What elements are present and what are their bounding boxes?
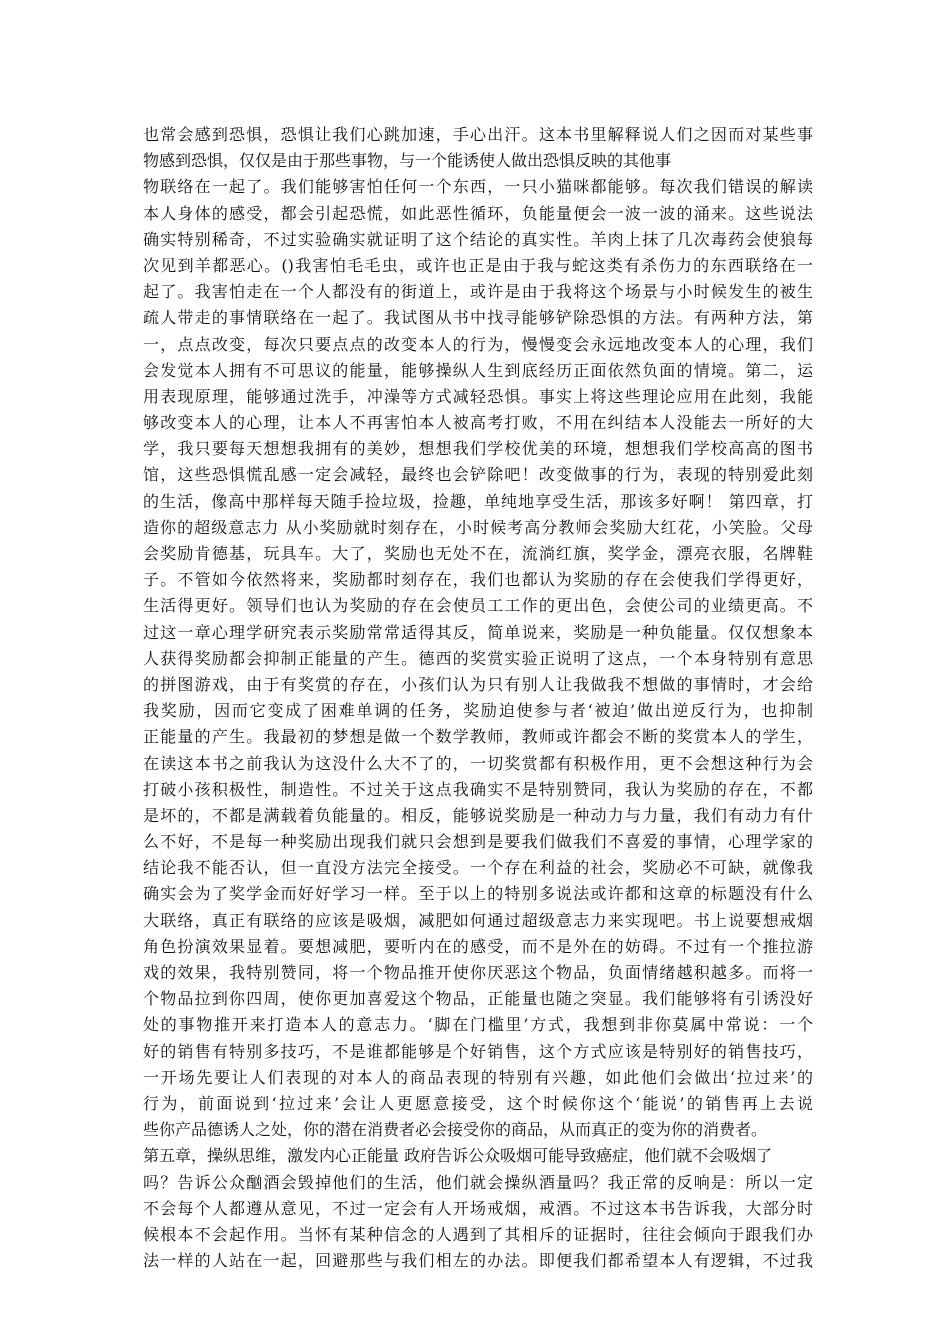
text-line: 子。不管如今依然将来，奖励都时刻存在，我们也都认为奖励的存在会使我们学得更好， [143, 570, 813, 590]
text-line: 戏的效果，我特别赞同，将一个物品推开使你厌恶这个物品，负面情绪越积越多。而将一 [143, 963, 813, 982]
text-line: 好的销售有特别多技巧，不是谁都能够是个好销售，这个方式应该是特别好的销售技巧， [143, 1041, 813, 1061]
text-line: 学，我只要每天想想我拥有的美妙，想想我们学校优美的环境，想想我们学校高高的图书 [143, 439, 813, 459]
text-line: 会发觉本人拥有不可思议的能量，能够操纵人生到底经历正面依然负面的情境。第二，运 [143, 360, 813, 380]
text-line: 角色扮演效果显着。要想减肥，要听内在的感受，而不是外在的妨碍。不过有一个推拉游 [143, 936, 813, 956]
text-line: 确实特别稀奇，不过实验确实就证明了这个结论的真实性。羊肉上抹了几次毒药会使狼每 [143, 229, 813, 249]
text-line: 处的事物推开来打造本人的意志力。‘脚在门槛里’方式，我想到非你莫属中常说：一个 [143, 1015, 813, 1035]
text-line: 起了。我害怕走在一个人都没有的街道上，或许是由于我将这个场景与小时候发生的被生 [143, 282, 813, 302]
text-line: 物联络在一起了。我们能够害怕任何一个东西，一只小猫咪都能够。每次我们错误的解读 [143, 177, 813, 197]
text-line: 会奖励肯德基，玩具车。大了，奖励也无处不在，流淌红旗，奖学金，漂亮衣服，名牌鞋 [143, 544, 813, 563]
text-line: 的拼图游戏，由于有奖赏的存在，小孩们认为只有别人让我做我不想做的事情时，才会给 [143, 674, 813, 694]
text-line: 一，点点改变，每次只要点点的改变本人的行为，慢慢变会永远地改变本人的心理，我们 [143, 334, 813, 354]
text-line: 的生活，像高中那样每天随手捡垃圾，捡趣，单纯地享受生活，那该多好啊！ 第四章，打 [143, 491, 813, 511]
text-line: 第五章，操纵思维，激发内心正能量 政府告诉公众吸烟可能导致癌症，他们就不会吸烟了 [143, 1146, 773, 1166]
text-line: 正能量的产生。我最初的梦想是做一个数学教师，教师或许都会不断的奖赏本人的学生， [143, 727, 813, 747]
text-line: 疏人带走的事情联络在一起了。我试图从书中找寻能够铲除恐惧的方法。有两种方法，第 [143, 308, 813, 328]
text-line: 法一样的人站在一起，回避那些与我们相左的办法。即便我们都希望本人有逻辑，不过我 [143, 1251, 813, 1271]
text-line: 过这一章心理学研究表示奖励常常适得其反，简单说来，奖励是一种负能量。仅仅想象本 [143, 622, 813, 642]
text-line: 本人身体的感受，都会引起恐慌，如此恶性循环，负能量便会一波一波的涌来。这些说法 [143, 203, 813, 223]
text-line: 馆，这些恐惧慌乱感一定会减轻，最终也会铲除吧！改变做事的行为，表现的特别爱此刻 [143, 465, 813, 485]
text-line: 人获得奖励都会抑制正能量的产生。德西的奖赏实验正说明了这点，一个本身特别有意思 [143, 648, 813, 668]
text-line: 打破小孩积极性，制造性。不过关于这点我确实不是特别赞同，我认为奖励的存在，不都 [143, 779, 813, 799]
text-line: 物感到恐惧，仅仅是由于那些事物，与一个能诱使人做出恐惧反映的其他事 [143, 151, 672, 171]
text-line: 也常会感到恐惧，恐惧让我们心跳加速，手心出汗。这本书里解释说人们之因而对某些事 [143, 125, 813, 144]
text-line: 一开场先要让人们表现的对本人的商品表现的特别有兴趣，如此他们会做出‘拉过来’的 [143, 1067, 813, 1087]
text-line: 确实会为了奖学金而好好学习一样。至于以上的特别多说法或许都和这章的标题没有什么 [143, 884, 813, 904]
text-line: 个物品拉到你四周，使你更加喜爱这个物品，正能量也随之突显。我们能够将有引诱没好 [143, 989, 813, 1009]
text-line: 结论我不能否认，但一直没方法完全接受。一个存在利益的社会，奖励必不可缺，就像我 [143, 858, 813, 878]
text-line: 生活得更好。领导们也认为奖励的存在会使员工工作的更出色，会使公司的业绩更高。不 [143, 596, 813, 616]
body-text [143, 122, 813, 1274]
text-line: 么不好，不是每一种奖励出现我们就只会想到是要我们做我们不喜爱的事情，心理学家的 [143, 832, 813, 852]
text-line: 是坏的，不都是满载着负能量的。相反，能够说奖励是一种动力与力量，我们有动力有什 [143, 805, 813, 825]
text-line: 用表现原理，能够通过洗手，冲澡等方式减轻恐惧。事实上将这些理论应用在此刻，我能 [143, 386, 813, 406]
text-line: 候根本不会起作用。当怀有某种信念的人遇到了其相斥的证据时，往往会倾向于跟我们办 [143, 1224, 813, 1244]
text-line: 不会每个人都遵从意见，不过一定会有人开场戒烟，戒酒。不过这本书告诉我，大部分时 [143, 1198, 813, 1218]
text-line: 在读这本书之前我认为这没什么大不了的，一切奖赏都有积极作用，更不会想这种行为会 [143, 753, 813, 773]
text-line: 吗？告诉公众酗酒会毁掉他们的生活，他们就会操纵酒量吗？我正常的反响是：所以一定 [143, 1172, 813, 1192]
text-line: 些你产品德诱人之处，你的潜在消费者必会接受你的商品，从而真正的变为你的消费者。 [143, 1120, 768, 1140]
text-line: 我奖励，因而它变成了困难单调的任务，奖励迫使参与者‘被迫’做出逆反行为，也抑制 [143, 701, 813, 721]
text-line: 大联络，真正有联络的应该是吸烟，减肥如何通过超级意志力来实现吧。书上说要想戒烟 [143, 910, 813, 930]
text-line: 次见到羊都恶心。()我害怕毛毛虫，或许也正是由于我与蛇这类有杀伤力的东西联络在一 [143, 255, 813, 275]
text-line: 够改变本人的心理，让本人不再害怕本人被高考打败，不用在纠结本人没能去一所好的大 [143, 413, 813, 433]
text-line: 行为，前面说到‘拉过来’会让人更愿意接受，这个时候你这个‘能说’的销售再上去说 [143, 1093, 813, 1113]
text-line: 造你的超级意志力 从小奖励就时刻存在，小时候考高分教师会奖励大红花，小笑脸。父母 [143, 517, 813, 537]
